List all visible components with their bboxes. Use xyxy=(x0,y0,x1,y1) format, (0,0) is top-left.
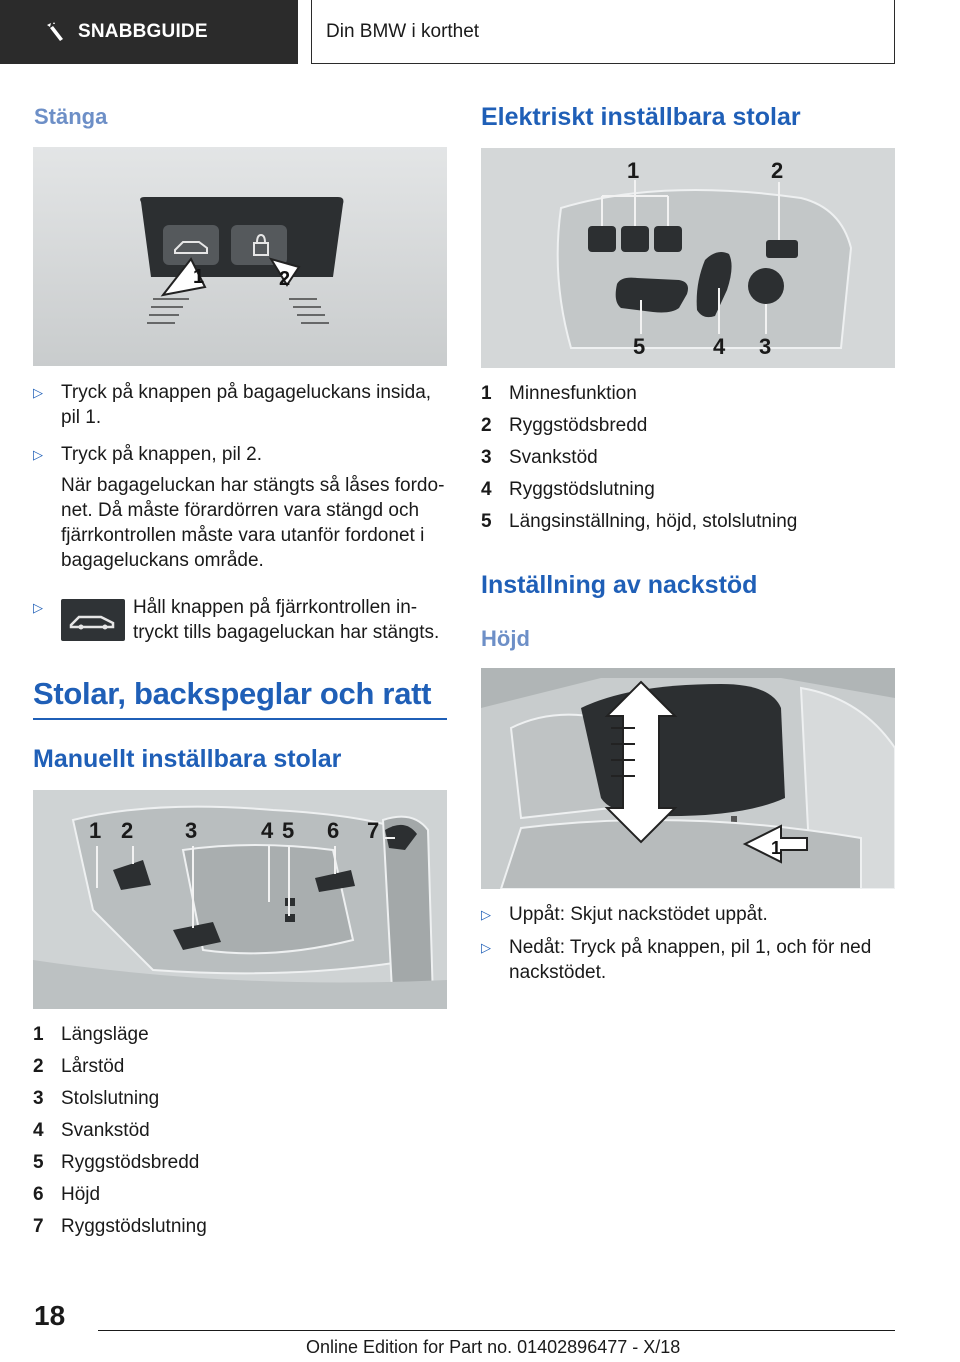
list-item: ▷ Håll knappen på fjärrkontrollen intryckt tills bagageluckan har stängts. xyxy=(33,597,440,643)
page-number: 18 xyxy=(34,1300,66,1331)
list-item: ▷ Tryck på knappen på bagageluckans insida, pil 1. xyxy=(33,382,432,428)
manual-seats-heading: Manuellt inställbara stolar xyxy=(33,745,342,773)
legend-row: 5 Längsinställning, höjd, stolslutning xyxy=(481,511,798,532)
figure-label: 3 xyxy=(185,818,198,843)
legend-row: 4 Svankstöd xyxy=(33,1120,150,1141)
trunk-buttons-figure xyxy=(33,147,447,366)
figure-label: 4 xyxy=(261,818,274,843)
legend-row: 2 Lårstöd xyxy=(33,1056,125,1077)
electric-seat-figure xyxy=(481,148,895,368)
headrest-heading: Inställning av nackstöd xyxy=(481,571,758,599)
height-heading: Höjd xyxy=(481,626,530,651)
header-tab-quickguide[interactable] xyxy=(0,0,298,64)
figure-label: 6 xyxy=(327,818,340,843)
legend-row: 3 Stolslutning xyxy=(33,1088,160,1109)
figure-label: 5 xyxy=(282,818,295,843)
footer-rule xyxy=(98,1330,895,1331)
figure-label: 1 xyxy=(89,818,102,843)
headrest-figure xyxy=(481,668,895,889)
manual-legend xyxy=(33,1019,447,1243)
triangle-bullet-icon: ▷ xyxy=(33,385,43,400)
figure-label: 5 xyxy=(633,334,646,359)
header-tab-label: SNABBGUIDE xyxy=(78,21,208,42)
triangle-bullet-icon: ▷ xyxy=(481,940,491,955)
legend-row: 1 Längsläge xyxy=(33,1024,149,1045)
figure-label: 1 xyxy=(193,266,205,288)
closing-steps xyxy=(33,380,449,645)
list-item: ▷ Nedåt: Tryck på knappen, pil 1, och för ned nackstödet. xyxy=(481,937,872,983)
closing-heading: Stänga xyxy=(34,104,108,129)
figure-label: 7 xyxy=(367,818,380,843)
electric-seats-heading: Elektriskt inställbara stolar xyxy=(481,103,801,131)
triangle-bullet-icon: ▷ xyxy=(33,600,43,615)
manual-seat-figure xyxy=(33,790,447,1009)
figure-label: 1 xyxy=(627,158,640,183)
legend-row: 3 Svankstöd xyxy=(481,447,598,468)
triangle-bullet-icon: ▷ xyxy=(481,907,491,922)
legend-row: 4 Ryggstödslutning xyxy=(481,479,655,500)
list-item: ▷ Tryck på knappen, pil 2. xyxy=(33,444,263,465)
section-rule xyxy=(33,718,447,720)
figure-label: 1 xyxy=(771,838,782,858)
triangle-bullet-icon: ▷ xyxy=(33,447,43,462)
legend-row: 5 Ryggstödsbredd xyxy=(33,1152,200,1173)
figure-label: 2 xyxy=(279,268,291,290)
list-item-note: När bagageluckan har stängts så låses fordonet. Då måste förardörren vara stängd och fjärrkontrollen måste vara utanför fordonet i bagageluckans område. xyxy=(61,475,445,571)
legend-row: 1 Minnesfunktion xyxy=(481,383,637,404)
electric-legend xyxy=(481,378,895,538)
legend-row: 6 Höjd xyxy=(33,1184,101,1205)
header-section-title: Din BMW i korthet xyxy=(326,20,480,42)
section-title: Stolar, backspeglar och ratt xyxy=(33,676,432,711)
header-section xyxy=(311,0,895,64)
figure-label: 3 xyxy=(759,334,772,359)
list-item: ▷ Uppåt: Skjut nackstödet uppåt. xyxy=(481,904,768,925)
figure-label: 2 xyxy=(121,818,134,843)
figure-label: 4 xyxy=(713,334,726,359)
legend-row: 7 Ryggstödslutning xyxy=(33,1216,207,1237)
legend-row: 2 Ryggstödsbredd xyxy=(481,415,648,436)
footer-edition: Online Edition for Part no. 01402896477 - X/18 xyxy=(306,1337,681,1357)
trunk-car-icon xyxy=(61,599,125,641)
headrest-steps xyxy=(481,902,897,985)
figure-label: 2 xyxy=(771,158,784,183)
magic-wand-icon xyxy=(44,21,66,43)
